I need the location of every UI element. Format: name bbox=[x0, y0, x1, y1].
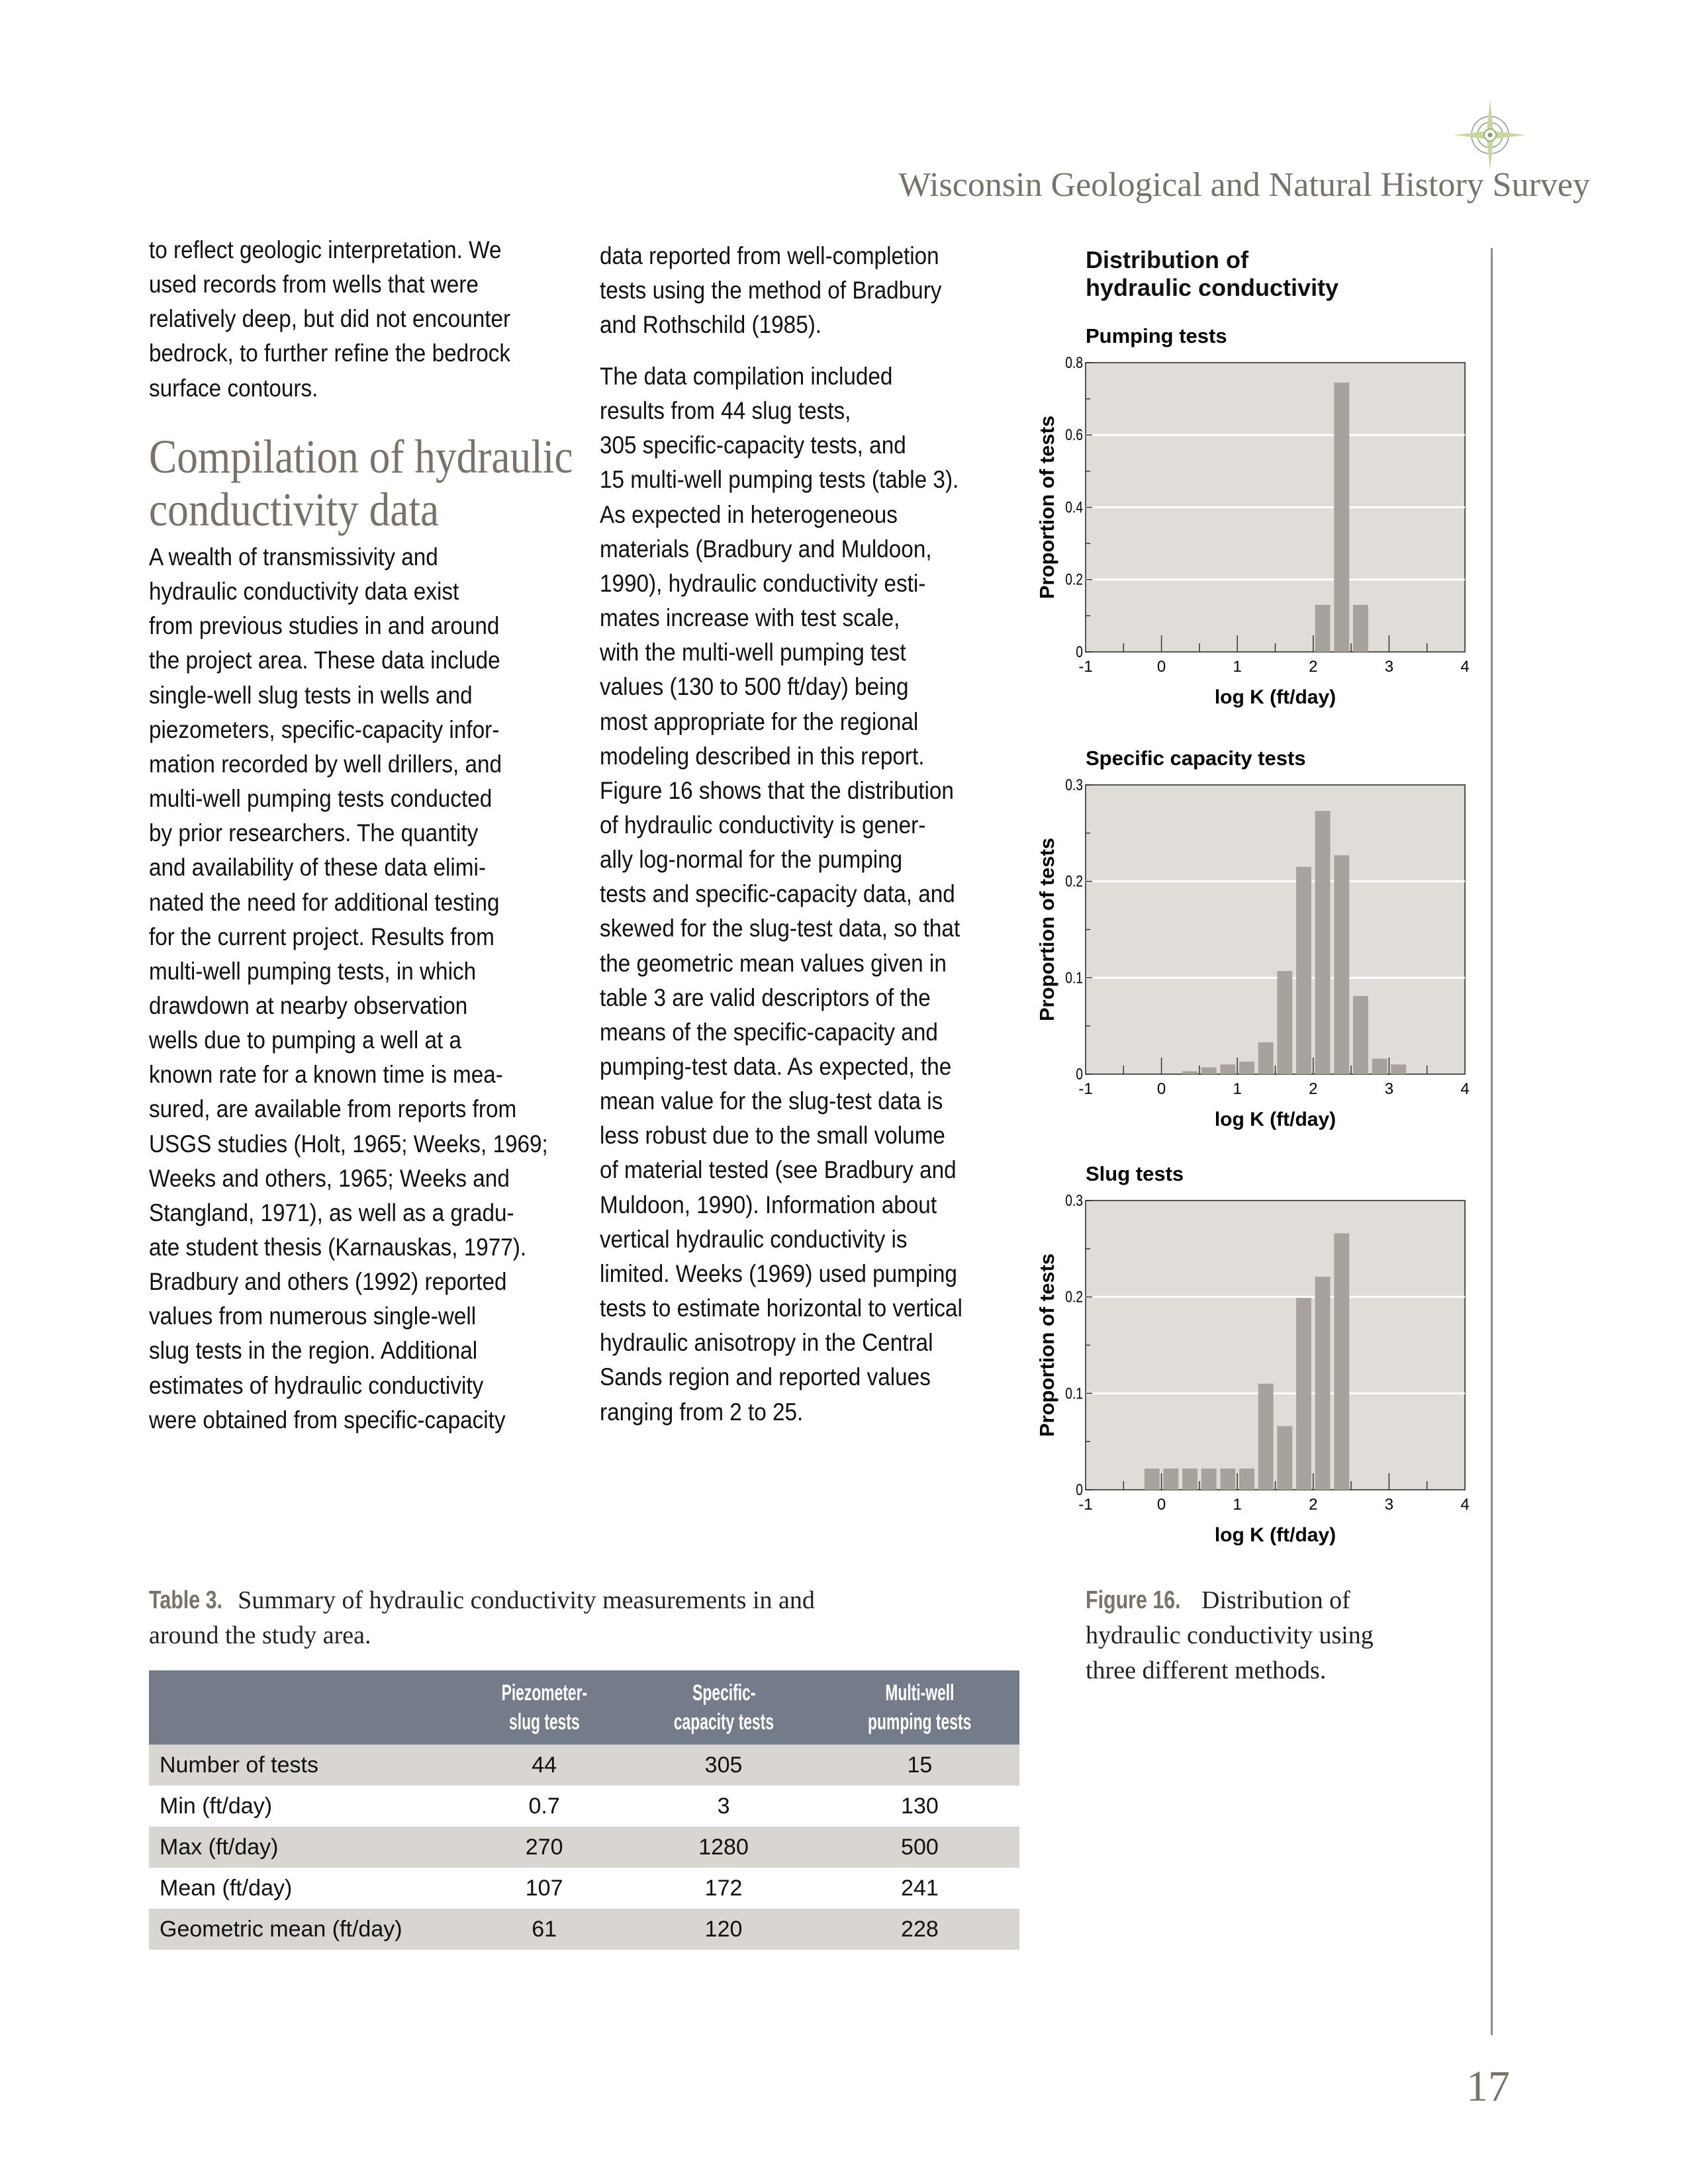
body-text-line: with the multi-well pumping test bbox=[600, 639, 906, 666]
body-text-line: Muldoon, 1990). Information about bbox=[600, 1191, 937, 1218]
table-cell: 241 bbox=[901, 1875, 939, 1901]
body-text-line: ranging from 2 to 25. bbox=[600, 1398, 804, 1426]
x-axis-label: log K (ft/day) bbox=[1214, 1524, 1336, 1546]
histogram-bar bbox=[1334, 383, 1349, 652]
x-tick-label: 0 bbox=[1156, 1496, 1166, 1514]
y-tick-label: 0.1 bbox=[1065, 968, 1083, 987]
body-text-line: by prior researchers. The quantity bbox=[149, 819, 479, 847]
y-tick-label: 0.8 bbox=[1065, 353, 1083, 372]
table-header-row bbox=[149, 1670, 1019, 1745]
body-text-line: used records from wells that were bbox=[149, 271, 479, 298]
table-row bbox=[149, 1786, 1019, 1827]
histogram-bar bbox=[1163, 1469, 1178, 1490]
histogram-bar bbox=[1353, 605, 1368, 652]
body-text-line: sured, are available from reports from bbox=[149, 1095, 517, 1123]
body-text-line: nated the need for additional testing bbox=[149, 888, 500, 916]
y-tick-label: 0.4 bbox=[1065, 498, 1083, 517]
table-cell: 3 bbox=[717, 1793, 730, 1819]
body-text-line: tests and specific-capacity data, and bbox=[600, 880, 955, 908]
summary-table bbox=[149, 1670, 1019, 1950]
table-cell: 44 bbox=[461, 1745, 627, 1786]
x-tick-label: 1 bbox=[1233, 1080, 1242, 1098]
x-tick-label: 4 bbox=[1460, 1080, 1470, 1098]
chart-title: Slug tests bbox=[1086, 1162, 1184, 1185]
y-axis-label: Proportion of tests bbox=[1035, 415, 1058, 600]
table-cell: 107 bbox=[525, 1875, 563, 1901]
histogram-bar bbox=[1201, 1469, 1217, 1490]
histogram-bar bbox=[1220, 1064, 1235, 1074]
table-cell: 15 bbox=[820, 1745, 1019, 1786]
row-label: Geometric mean (ft/day) bbox=[149, 1909, 461, 1950]
histogram-bar bbox=[1315, 811, 1331, 1074]
body-text-line: tests using the method of Bradbury bbox=[600, 277, 942, 304]
body-text-line: values from numerous single-well bbox=[149, 1302, 477, 1330]
figure-title bbox=[1086, 246, 1338, 302]
histogram-slug-tests bbox=[1033, 1141, 1496, 1565]
histogram-bar bbox=[1145, 1469, 1160, 1490]
x-axis-label: log K (ft/day) bbox=[1214, 686, 1336, 708]
body-text-line: 1990), hydraulic conductivity esti- bbox=[600, 569, 926, 597]
body-text-line: values (130 to 500 ft/day) being bbox=[600, 673, 909, 701]
table-row bbox=[149, 1909, 1019, 1950]
page-number: 17 bbox=[1466, 2062, 1510, 2111]
histogram-bar bbox=[1220, 1469, 1235, 1490]
x-tick-label: -1 bbox=[1078, 658, 1093, 676]
body-text-line: mean value for the slug-test data is bbox=[600, 1087, 943, 1115]
compass-rose-logo-icon bbox=[1453, 98, 1527, 172]
y-tick-label: 0.1 bbox=[1065, 1384, 1083, 1402]
body-text-line: ally log-normal for the pumping bbox=[600, 846, 903, 874]
body-text-line: piezometers, specific-capacity infor- bbox=[149, 715, 500, 743]
plot-area bbox=[1086, 1201, 1465, 1490]
figure-title-line: hydraulic conductivity bbox=[1086, 274, 1339, 301]
body-text-line: multi-well pumping tests conducted bbox=[149, 785, 492, 813]
body-text-line: ate student thesis (Karnauskas, 1977). bbox=[149, 1234, 527, 1261]
x-tick-label: 3 bbox=[1384, 658, 1394, 676]
table-cell: 130 bbox=[901, 1793, 939, 1819]
histogram-pumping-tests bbox=[1033, 303, 1496, 727]
table-cell: 305 bbox=[627, 1745, 820, 1786]
body-text-line: Figure 16 shows that the distribution bbox=[600, 776, 954, 804]
table-header-specific-capacity: Specific- capacity tests bbox=[627, 1670, 820, 1745]
histogram-bar bbox=[1315, 605, 1331, 652]
figure-caption-label: Figure 16. bbox=[1086, 1586, 1181, 1614]
body-text-line: Weeks and others, 1965; Weeks and bbox=[149, 1164, 510, 1192]
table-cell: 172 bbox=[704, 1875, 743, 1901]
x-tick-label: 2 bbox=[1309, 1496, 1318, 1514]
body-text-line: table 3 are valid descriptors of the bbox=[600, 983, 931, 1011]
body-text-line: most appropriate for the regional bbox=[600, 707, 919, 735]
y-tick-label: 0.2 bbox=[1065, 570, 1083, 589]
body-text-line: were obtained from specific-capacity bbox=[149, 1406, 506, 1433]
y-tick-label: 0 bbox=[1076, 642, 1083, 661]
histogram-bar bbox=[1182, 1469, 1197, 1490]
body-text-line: modeling described in this report. bbox=[600, 742, 925, 770]
figure-caption bbox=[1086, 1583, 1374, 1688]
chart-title: Pumping tests bbox=[1086, 324, 1227, 347]
table-row bbox=[149, 1745, 1019, 1786]
body-text-line: relatively deep, but did not encounter bbox=[149, 305, 511, 333]
section-heading: conductivity data bbox=[149, 483, 440, 536]
histogram-bar bbox=[1201, 1068, 1217, 1074]
body-text-line: Sands region and reported values bbox=[600, 1363, 931, 1391]
x-axis-label: log K (ft/day) bbox=[1214, 1109, 1336, 1130]
figure-title-line: Distribution of bbox=[1086, 246, 1248, 273]
body-text-line: surface contours. bbox=[149, 374, 318, 402]
table-cell: 500 bbox=[820, 1827, 1019, 1868]
x-tick-label: 1 bbox=[1233, 658, 1242, 676]
histogram-bar bbox=[1296, 867, 1311, 1074]
figure-caption-text: hydraulic conductivity using bbox=[1086, 1621, 1374, 1649]
histogram-bar bbox=[1277, 971, 1292, 1074]
body-text-line: of material tested (see Bradbury and bbox=[600, 1156, 957, 1184]
body-text-line: wells due to pumping a well at a bbox=[149, 1026, 462, 1054]
x-tick-label: -1 bbox=[1078, 1496, 1093, 1514]
body-text-line: estimates of hydraulic conductivity bbox=[149, 1371, 484, 1399]
body-text-line: for the current project. Results from bbox=[149, 923, 494, 950]
body-text-line: 15 multi-well pumping tests (table 3). bbox=[600, 466, 959, 494]
table-header-pumping: Multi-well pumping tests bbox=[820, 1670, 1019, 1745]
body-text-line: tests to estimate horizontal to vertical bbox=[600, 1295, 962, 1322]
body-text-line: skewed for the slug-test data, so that bbox=[600, 915, 961, 942]
y-axis-label: Proportion of tests bbox=[1035, 1253, 1058, 1437]
histogram-bar bbox=[1296, 1298, 1311, 1490]
body-text-line: multi-well pumping tests, in which bbox=[149, 957, 477, 985]
y-tick-label: 0.6 bbox=[1065, 426, 1083, 444]
x-tick-label: 1 bbox=[1233, 1496, 1242, 1514]
histogram-bar bbox=[1353, 996, 1368, 1074]
body-text-line: hydraulic conductivity data exist bbox=[149, 578, 459, 606]
logo bbox=[1453, 98, 1527, 172]
body-text-line: mates increase with test scale, bbox=[600, 604, 900, 632]
body-text-line: the geometric mean values given in bbox=[600, 949, 947, 977]
table-header-slug: Piezometer- slug tests bbox=[461, 1670, 627, 1745]
column-divider bbox=[1491, 248, 1493, 2035]
plot-area bbox=[1086, 785, 1465, 1074]
organization-name: Wisconsin Geological and Natural History Survey bbox=[898, 166, 1590, 204]
histogram-bar bbox=[1391, 1064, 1406, 1074]
body-text-line: the project area. These data include bbox=[149, 647, 500, 674]
x-tick-label: 4 bbox=[1460, 658, 1470, 676]
x-tick-label: 0 bbox=[1156, 658, 1166, 676]
histogram-bar bbox=[1258, 1042, 1274, 1074]
y-tick-label: 0.2 bbox=[1065, 872, 1083, 891]
table-cell: 120 bbox=[627, 1909, 820, 1950]
histogram-bar bbox=[1277, 1426, 1292, 1490]
row-label: Mean (ft/day) bbox=[160, 1875, 293, 1901]
section-heading: Compilation of hydraulic bbox=[149, 430, 573, 483]
body-text-line: and availability of these data elimi- bbox=[149, 854, 487, 882]
body-text-line: Stangland, 1971), as well as a gradu- bbox=[149, 1199, 514, 1226]
body-text-line: mation recorded by well drillers, and bbox=[149, 750, 502, 778]
body-text-line: slug tests in the region. Additional bbox=[149, 1337, 478, 1365]
table-row bbox=[149, 1827, 1019, 1868]
histogram-bar bbox=[1239, 1062, 1254, 1074]
figure-caption-text: three different methods. bbox=[1086, 1657, 1327, 1684]
body-text-line: bedrock, to further refine the bedrock bbox=[149, 340, 511, 367]
body-text-line: As expected in heterogeneous bbox=[600, 500, 898, 528]
body-text-line: results from 44 slug tests, bbox=[600, 397, 851, 425]
histogram-bar bbox=[1334, 1234, 1349, 1490]
body-text-line: A wealth of transmissivity and bbox=[149, 543, 438, 570]
x-tick-label: 3 bbox=[1384, 1080, 1394, 1098]
table-cell: 270 bbox=[461, 1827, 627, 1868]
x-tick-label: 2 bbox=[1309, 1080, 1318, 1098]
table-caption-text: around the study area. bbox=[149, 1621, 371, 1649]
x-tick-label: 3 bbox=[1384, 1496, 1394, 1514]
body-text-line: The data compilation included bbox=[600, 363, 893, 390]
y-tick-label: 0 bbox=[1076, 1480, 1083, 1499]
y-tick-label: 0 bbox=[1076, 1064, 1083, 1083]
table-cell: 1280 bbox=[627, 1827, 820, 1868]
table-caption-text: Summary of hydraulic conductivity measurements in and bbox=[238, 1586, 815, 1614]
body-text-line: less robust due to the small volume bbox=[600, 1122, 945, 1150]
body-text-line: drawdown at nearby observation bbox=[149, 991, 468, 1019]
body-text-line: USGS studies (Holt, 1965; Weeks, 1969; bbox=[149, 1130, 548, 1158]
x-tick-label: 4 bbox=[1460, 1496, 1470, 1514]
y-tick-label: 0.2 bbox=[1065, 1287, 1083, 1306]
y-axis-label: Proportion of tests bbox=[1035, 837, 1058, 1022]
histogram-specific-capacity-tests bbox=[1033, 725, 1496, 1149]
y-tick-label: 0.3 bbox=[1065, 775, 1083, 794]
x-tick-label: 0 bbox=[1156, 1080, 1166, 1098]
body-text-line: pumping-test data. As expected, the bbox=[600, 1053, 952, 1080]
body-text-line: materials (Bradbury and Muldoon, bbox=[600, 535, 932, 563]
table-caption-label: Table 3. bbox=[149, 1586, 222, 1614]
histogram-bar bbox=[1239, 1469, 1254, 1490]
body-text-line: single-well slug tests in wells and bbox=[149, 681, 473, 709]
chart-title: Specific capacity tests bbox=[1086, 747, 1306, 770]
histogram-bar bbox=[1315, 1277, 1331, 1490]
table-header-blank bbox=[149, 1670, 461, 1745]
body-text-line: known rate for a known time is mea- bbox=[149, 1061, 503, 1089]
body-text-line: data reported from well-completion bbox=[600, 242, 939, 269]
body-text-line: to reflect geologic interpretation. We bbox=[149, 236, 502, 263]
table-cell: 228 bbox=[820, 1909, 1019, 1950]
row-label: Number of tests bbox=[149, 1745, 461, 1786]
figure-caption-text: Distribution of bbox=[1201, 1586, 1350, 1614]
body-text-line: of hydraulic conductivity is gener- bbox=[600, 811, 926, 839]
body-text-line: limited. Weeks (1969) used pumping bbox=[600, 1259, 957, 1287]
histogram-bar bbox=[1334, 855, 1349, 1074]
body-text-line: hydraulic anisotropy in the Central bbox=[600, 1329, 933, 1357]
x-tick-label: -1 bbox=[1078, 1080, 1093, 1098]
histogram-bar bbox=[1258, 1384, 1274, 1490]
body-text-line: vertical hydraulic conductivity is bbox=[600, 1225, 908, 1253]
body-text-line: from previous studies in and around bbox=[149, 612, 500, 640]
y-tick-label: 0.3 bbox=[1065, 1191, 1083, 1210]
histogram-bar bbox=[1372, 1059, 1387, 1074]
table-cell: 0.7 bbox=[528, 1793, 560, 1819]
table-cell: 61 bbox=[461, 1909, 627, 1950]
row-label: Min (ft/day) bbox=[160, 1793, 273, 1819]
table-row bbox=[149, 1868, 1019, 1909]
row-label: Max (ft/day) bbox=[149, 1827, 461, 1868]
table-caption bbox=[149, 1583, 815, 1653]
body-text-line: Bradbury and others (1992) reported bbox=[149, 1268, 507, 1296]
body-text-line: 305 specific-capacity tests, and bbox=[600, 432, 906, 459]
body-text-line: and Rothschild (1985). bbox=[600, 311, 822, 339]
body-text-line: means of the specific-capacity and bbox=[600, 1018, 938, 1046]
x-tick-label: 2 bbox=[1309, 658, 1318, 676]
histogram-bar bbox=[1182, 1071, 1197, 1074]
